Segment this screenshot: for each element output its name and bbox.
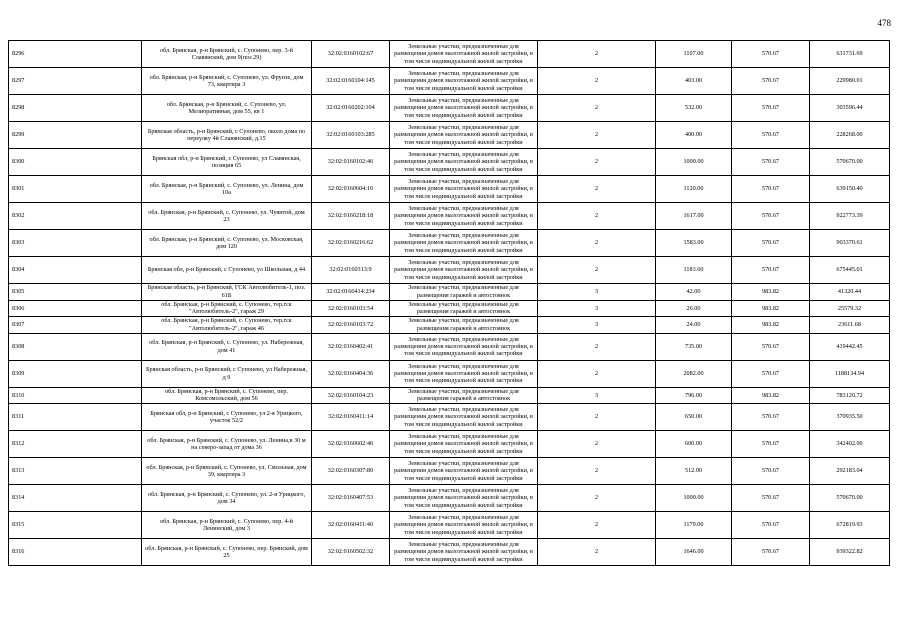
group-number-cell: 2	[538, 257, 656, 284]
area-cell: 400.00	[656, 122, 732, 149]
cadastral-value-cell: 23611.68	[810, 317, 890, 334]
cadastral-number-cell: 32:02:0160313:9	[312, 257, 390, 284]
table-row	[9, 317, 890, 334]
group-number-cell: 2	[538, 41, 656, 68]
table-row	[9, 203, 890, 230]
specific-value-cell: 570.67	[732, 41, 810, 68]
table-row	[9, 41, 890, 68]
cadastral-number-cell: 32:02:0160102:67	[312, 41, 390, 68]
address-cell: обл. Брянская, р-н Брянский, с. Супонево, ул. Фрунзе, дом 73, квартира 3	[142, 68, 312, 95]
row-number-cell: 8314	[9, 485, 142, 512]
group-number-cell: 2	[538, 68, 656, 95]
address-cell: Брянская область, р-н Брянский, ГСК Автолюбитель-1, поз. 61Б	[142, 284, 312, 301]
land-purpose-cell: Земельные участки, предназначенные для размещения домов малоэтажной жилой застройки, в том числе индивидуальной жилой застройки	[390, 333, 538, 360]
area-cell: 1646.00	[656, 539, 732, 566]
table-row	[9, 300, 890, 317]
row-number-cell: 8297	[9, 68, 142, 95]
cadastral-value-cell: 25579.32	[810, 300, 890, 317]
row-number-cell: 8304	[9, 257, 142, 284]
cadastral-value-cell: 342402.00	[810, 431, 890, 458]
address-cell: обл. Брянская, р-н Брянский, с. Супонево, пер. 3-й Славянский, дом 9(поз 29)	[142, 41, 312, 68]
group-number-cell: 2	[538, 512, 656, 539]
group-number-cell: 2	[538, 539, 656, 566]
land-purpose-cell: Земельные участки, предназначенные для размещения домов малоэтажной жилой застройки, в том числе индивидуальной жилой застройки	[390, 149, 538, 176]
cadastral-number-cell: 32:02:0160402:41	[312, 333, 390, 360]
address-cell: Брянская обл, р-н Брянский, с Супонево, ул Славянская, позиция 65	[142, 149, 312, 176]
cadastral-value-cell: 1188134.94	[810, 360, 890, 387]
cadastral-number-cell: 32:02:0160414:234	[312, 284, 390, 301]
cadastral-number-cell: 32:02:0160502:32	[312, 539, 390, 566]
table-row	[9, 512, 890, 539]
group-number-cell: 2	[538, 431, 656, 458]
area-cell: 1583.00	[656, 230, 732, 257]
address-cell: Брянская обл, р-н Брянский, с Супонево, ул 2-я Урицкого, участок 52/2	[142, 404, 312, 431]
specific-value-cell: 570.67	[732, 257, 810, 284]
land-purpose-cell: Земельные участки, предназначенные для размещения домов малоэтажной жилой застройки, в том числе индивидуальной жилой застройки	[390, 485, 538, 512]
row-number-cell: 8307	[9, 317, 142, 334]
address-cell: обл. Брянская, р-н Брянский, с. Супонево, ул. 2-я Урицкого, дом 34	[142, 485, 312, 512]
table-row	[9, 458, 890, 485]
land-purpose-cell: Земельные участки, предназначенные для размещения домов малоэтажной жилой застройки, в том числе индивидуальной жилой застройки	[390, 539, 538, 566]
table-row	[9, 284, 890, 301]
area-cell: 1000.00	[656, 485, 732, 512]
land-purpose-cell: Земельные участки, предназначенные для размещения домов малоэтажной жилой застройки, в том числе индивидуальной жилой застройки	[390, 360, 538, 387]
specific-value-cell: 983.82	[732, 284, 810, 301]
address-cell: обл. Брянская, р-н Брянский, с. Супонево, пер. Комсомольский, дом 56	[142, 387, 312, 404]
row-number-cell: 8296	[9, 41, 142, 68]
table-body	[9, 41, 890, 566]
cadastral-value-cell: 41320.44	[810, 284, 890, 301]
land-purpose-cell: Земельные участки, предназначенные для размещения домов малоэтажной жилой застройки, в том числе индивидуальной жилой застройки	[390, 203, 538, 230]
area-cell: 2082.00	[656, 360, 732, 387]
address-cell: обл. Брянская, р-н Брянский, с. Супонево, ул. Набережная, дом 41	[142, 333, 312, 360]
area-cell: 24.00	[656, 317, 732, 334]
group-number-cell: 3	[538, 300, 656, 317]
table-row	[9, 431, 890, 458]
group-number-cell: 2	[538, 203, 656, 230]
area-cell: 1179.00	[656, 512, 732, 539]
address-cell: обл. Брянская, р-н Брянский, с. Супонево, ул. Ленина, дом 10а	[142, 176, 312, 203]
cadastral-number-cell: 32:02:0160103:54	[312, 300, 390, 317]
specific-value-cell: 983.82	[732, 317, 810, 334]
cadastral-value-cell: 303596.44	[810, 95, 890, 122]
address-cell: обл. Брянская, р-н Брянский, с. Супонево, ул. Чуянтой, дом 23	[142, 203, 312, 230]
area-cell: 1107.00	[656, 41, 732, 68]
cadastral-value-cell: 419442.45	[810, 333, 890, 360]
area-cell: 1617.00	[656, 203, 732, 230]
address-cell: обл. Брянская, р-н Брянский, с. Супонево, ул. Ленина,в 30 м на северо-запад от дома 36	[142, 431, 312, 458]
cadastral-value-cell: 229980.01	[810, 68, 890, 95]
cadastral-value-cell: 570670.00	[810, 149, 890, 176]
cadastral-number-cell: 32:02:0160602:46	[312, 431, 390, 458]
specific-value-cell: 983.82	[732, 300, 810, 317]
cadastral-value-cell: 370935.50	[810, 404, 890, 431]
specific-value-cell: 570.67	[732, 333, 810, 360]
table-row	[9, 230, 890, 257]
cadastral-number-cell: 32:02:0160103:72	[312, 317, 390, 334]
address-cell: обл. Брянская, р-н Брянский, с. Супонево, пер. Брянский, дом 25	[142, 539, 312, 566]
table-row	[9, 485, 890, 512]
land-purpose-cell: Земельные участки, предназначенные для размещения домов малоэтажной жилой застройки, в том числе индивидуальной жилой застройки	[390, 41, 538, 68]
specific-value-cell: 570.67	[732, 230, 810, 257]
row-number-cell: 8310	[9, 387, 142, 404]
land-purpose-cell: Земельные участки, предназначенные для размещения домов малоэтажной жилой застройки, в том числе индивидуальной жилой застройки	[390, 431, 538, 458]
cadastral-number-cell: 32:02:0160216:62	[312, 230, 390, 257]
page-number: 478	[877, 18, 891, 28]
cadastral-number-cell: 32:02:0160104:145	[312, 68, 390, 95]
cadastral-value-cell: 672819.93	[810, 512, 890, 539]
land-purpose-cell: Земельные участки, предназначенные для размещения домов малоэтажной жилой застройки, в том числе индивидуальной жилой застройки	[390, 404, 538, 431]
row-number-cell: 8301	[9, 176, 142, 203]
row-number-cell: 8311	[9, 404, 142, 431]
cadastral-number-cell: 32:02:0160307:80	[312, 458, 390, 485]
cadastral-value-cell: 631731.69	[810, 41, 890, 68]
cadastral-number-cell: 32:02:0160411:14	[312, 404, 390, 431]
cadastral-value-cell: 228268.00	[810, 122, 890, 149]
row-number-cell: 8299	[9, 122, 142, 149]
table-row	[9, 387, 890, 404]
cadastral-number-cell: 32:02:0160407:53	[312, 485, 390, 512]
table-row	[9, 122, 890, 149]
table-row	[9, 95, 890, 122]
land-purpose-cell: Земельные участки, предназначенные для размещения гаражей и автостоянок	[390, 300, 538, 317]
area-cell: 403.00	[656, 68, 732, 95]
land-purpose-cell: Земельные участки, предназначенные для размещения домов малоэтажной жилой застройки, в том числе индивидуальной жилой застройки	[390, 68, 538, 95]
cadastral-number-cell: 32:02:0160604:16	[312, 176, 390, 203]
specific-value-cell: 983.82	[732, 387, 810, 404]
cadastral-value-cell: 570670.00	[810, 485, 890, 512]
specific-value-cell: 570.67	[732, 539, 810, 566]
cadastral-number-cell: 32:02:0160218:18	[312, 203, 390, 230]
land-purpose-cell: Земельные участки, предназначенные для размещения гаражей и автостоянок	[390, 284, 538, 301]
table-row	[9, 404, 890, 431]
cadastral-number-cell: 32:02:0160404:36	[312, 360, 390, 387]
group-number-cell: 2	[538, 458, 656, 485]
row-number-cell: 8298	[9, 95, 142, 122]
row-number-cell: 8308	[9, 333, 142, 360]
area-cell: 512.00	[656, 458, 732, 485]
group-number-cell: 2	[538, 404, 656, 431]
specific-value-cell: 570.67	[732, 122, 810, 149]
row-number-cell: 8300	[9, 149, 142, 176]
area-cell: 26.00	[656, 300, 732, 317]
table-row	[9, 176, 890, 203]
cadastral-value-cell: 939322.82	[810, 539, 890, 566]
specific-value-cell: 570.67	[732, 431, 810, 458]
row-number-cell: 8309	[9, 360, 142, 387]
cadastral-value-cell: 639150.40	[810, 176, 890, 203]
group-number-cell: 2	[538, 230, 656, 257]
land-purpose-cell: Земельные участки, предназначенные для размещения домов малоэтажной жилой застройки, в том числе индивидуальной жилой застройки	[390, 176, 538, 203]
row-number-cell: 8306	[9, 300, 142, 317]
cadastral-value-cell: 675445.01	[810, 257, 890, 284]
land-purpose-cell: Земельные участки, предназначенные для размещения домов малоэтажной жилой застройки, в том числе индивидуальной жилой застройки	[390, 458, 538, 485]
row-number-cell: 8316	[9, 539, 142, 566]
cadastral-value-cell: 922773.39	[810, 203, 890, 230]
area-cell: 735.00	[656, 333, 732, 360]
group-number-cell: 3	[538, 284, 656, 301]
specific-value-cell: 570.67	[732, 512, 810, 539]
row-number-cell: 8302	[9, 203, 142, 230]
cadastral-number-cell: 32:02:0160103:285	[312, 122, 390, 149]
address-cell: Брянская область, р-н Брянский, с Супонево, ул Набережная, д 9	[142, 360, 312, 387]
land-purpose-cell: Земельные участки, предназначенные для размещения домов малоэтажной жилой застройки, в том числе индивидуальной жилой застройки	[390, 257, 538, 284]
cadastral-number-cell: 32:02:0160102:46	[312, 149, 390, 176]
specific-value-cell: 570.67	[732, 95, 810, 122]
specific-value-cell: 570.67	[732, 176, 810, 203]
group-number-cell: 2	[538, 176, 656, 203]
specific-value-cell: 570.67	[732, 404, 810, 431]
specific-value-cell: 570.67	[732, 485, 810, 512]
land-purpose-cell: Земельные участки, предназначенные для размещения домов малоэтажной жилой застройки, в том числе индивидуальной жилой застройки	[390, 230, 538, 257]
address-cell: обл. Брянская, р-н Брянский, с. Супонево, тер.гск "Автолюбитель-2", гараж 29	[142, 300, 312, 317]
area-cell: 1000.00	[656, 149, 732, 176]
area-cell: 42.00	[656, 284, 732, 301]
land-purpose-cell: Земельные участки, предназначенные для размещения домов малоэтажной жилой застройки, в том числе индивидуальной жилой застройки	[390, 512, 538, 539]
address-cell: обл. Брянская, р-н Брянский, с. Супонево, тер.гск "Автолюбитель-2", гараж 46	[142, 317, 312, 334]
table-row	[9, 333, 890, 360]
group-number-cell: 2	[538, 149, 656, 176]
cadastral-number-cell: 32:02:0160411:40	[312, 512, 390, 539]
table-row	[9, 149, 890, 176]
table-row	[9, 539, 890, 566]
specific-value-cell: 570.67	[732, 360, 810, 387]
cadastral-value-cell: 292183.04	[810, 458, 890, 485]
area-cell: 796.00	[656, 387, 732, 404]
cadastral-value-table	[8, 40, 890, 566]
specific-value-cell: 570.67	[732, 68, 810, 95]
area-cell: 650.00	[656, 404, 732, 431]
group-number-cell: 2	[538, 485, 656, 512]
land-purpose-cell: Земельные участки, предназначенные для размещения домов малоэтажной жилой застройки, в том числе индивидуальной жилой застройки	[390, 95, 538, 122]
group-number-cell: 2	[538, 122, 656, 149]
address-cell: обл. Брянская, р-н Брянский, с. Супонево, пер. 4-й Ленинский, дом 3	[142, 512, 312, 539]
group-number-cell: 2	[538, 333, 656, 360]
table-row	[9, 257, 890, 284]
row-number-cell: 8312	[9, 431, 142, 458]
land-purpose-cell: Земельные участки, предназначенные для размещения гаражей и автостоянок	[390, 317, 538, 334]
group-number-cell: 2	[538, 95, 656, 122]
cadastral-value-cell: 783120.72	[810, 387, 890, 404]
land-purpose-cell: Земельные участки, предназначенные для размещения гаражей и автостоянок	[390, 387, 538, 404]
row-number-cell: 8303	[9, 230, 142, 257]
cadastral-value-cell: 903370.61	[810, 230, 890, 257]
specific-value-cell: 570.67	[732, 149, 810, 176]
specific-value-cell: 570.67	[732, 203, 810, 230]
specific-value-cell: 570.67	[732, 458, 810, 485]
row-number-cell: 8313	[9, 458, 142, 485]
table-row	[9, 360, 890, 387]
cadastral-number-cell: 32:02:0160104:23	[312, 387, 390, 404]
address-cell: Брянская обл, р-н Брянский, с Супонево, ул Школьная, д 44	[142, 257, 312, 284]
group-number-cell: 3	[538, 387, 656, 404]
address-cell: Брянская область, р-н Брянский, с Супонево, около дома по переулку 4й Славянский, д.15	[142, 122, 312, 149]
area-cell: 600.00	[656, 431, 732, 458]
cadastral-number-cell: 32:02:0160202:104	[312, 95, 390, 122]
address-cell: обл. Брянская, р-н Брянский, с. Супонево, ул. Московская, дом 120	[142, 230, 312, 257]
land-purpose-cell: Земельные участки, предназначенные для размещения домов малоэтажной жилой застройки, в том числе индивидуальной жилой застройки	[390, 122, 538, 149]
address-cell: обл. Брянская, р-н Брянский, с. Супонево, ул. Смольная, дом 39, квартира 3	[142, 458, 312, 485]
address-cell: обл. Брянская, р-н Брянский, с. Супонево, ул. Мелиоративная, дом 55, кв 1	[142, 95, 312, 122]
row-number-cell: 8305	[9, 284, 142, 301]
area-cell: 532.00	[656, 95, 732, 122]
area-cell: 1120.00	[656, 176, 732, 203]
table-row	[9, 68, 890, 95]
row-number-cell: 8315	[9, 512, 142, 539]
area-cell: 1183.60	[656, 257, 732, 284]
group-number-cell: 2	[538, 360, 656, 387]
group-number-cell: 3	[538, 317, 656, 334]
